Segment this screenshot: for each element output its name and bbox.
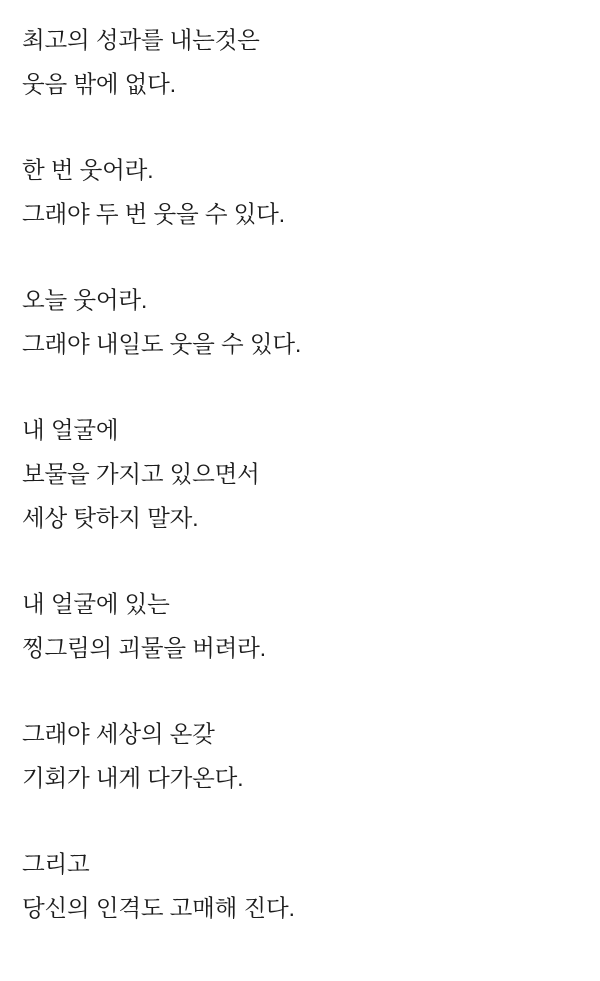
text-line: 그래야 두 번 웃을 수 있다.: [22, 201, 285, 227]
text-line: 내 얼굴에: [22, 417, 119, 443]
stanza-5: [22, 582, 578, 670]
text-line: 기회가 내게 다가온다.: [22, 765, 244, 791]
text-line: 그래야 내일도 웃을 수 있다.: [22, 331, 302, 357]
stanza-6: [22, 712, 578, 800]
stanza-3: [22, 278, 578, 366]
stanza-7: [22, 842, 578, 930]
text-line: 당신의 인격도 고매해 진다.: [22, 895, 295, 921]
text-line: 최고의 성과를 내는것은: [22, 27, 260, 53]
text-line: 찡그림의 괴물을 버려라.: [22, 635, 266, 661]
stanza-2: [22, 148, 578, 236]
poem-body: [22, 18, 578, 930]
text-line: 그래야 세상의 온갖: [22, 721, 215, 747]
text-line: 세상 탓하지 말자.: [22, 505, 199, 531]
text-line: 오늘 웃어라.: [22, 287, 148, 313]
text-line: 한 번 웃어라.: [22, 157, 154, 183]
text-line: 보물을 가지고 있으면서: [22, 461, 260, 487]
stanza-1: [22, 18, 578, 106]
text-line: 웃음 밖에 없다.: [22, 71, 176, 97]
text-line: 내 얼굴에 있는: [22, 591, 170, 617]
text-line: 그리고: [22, 851, 90, 877]
stanza-4: [22, 408, 578, 540]
